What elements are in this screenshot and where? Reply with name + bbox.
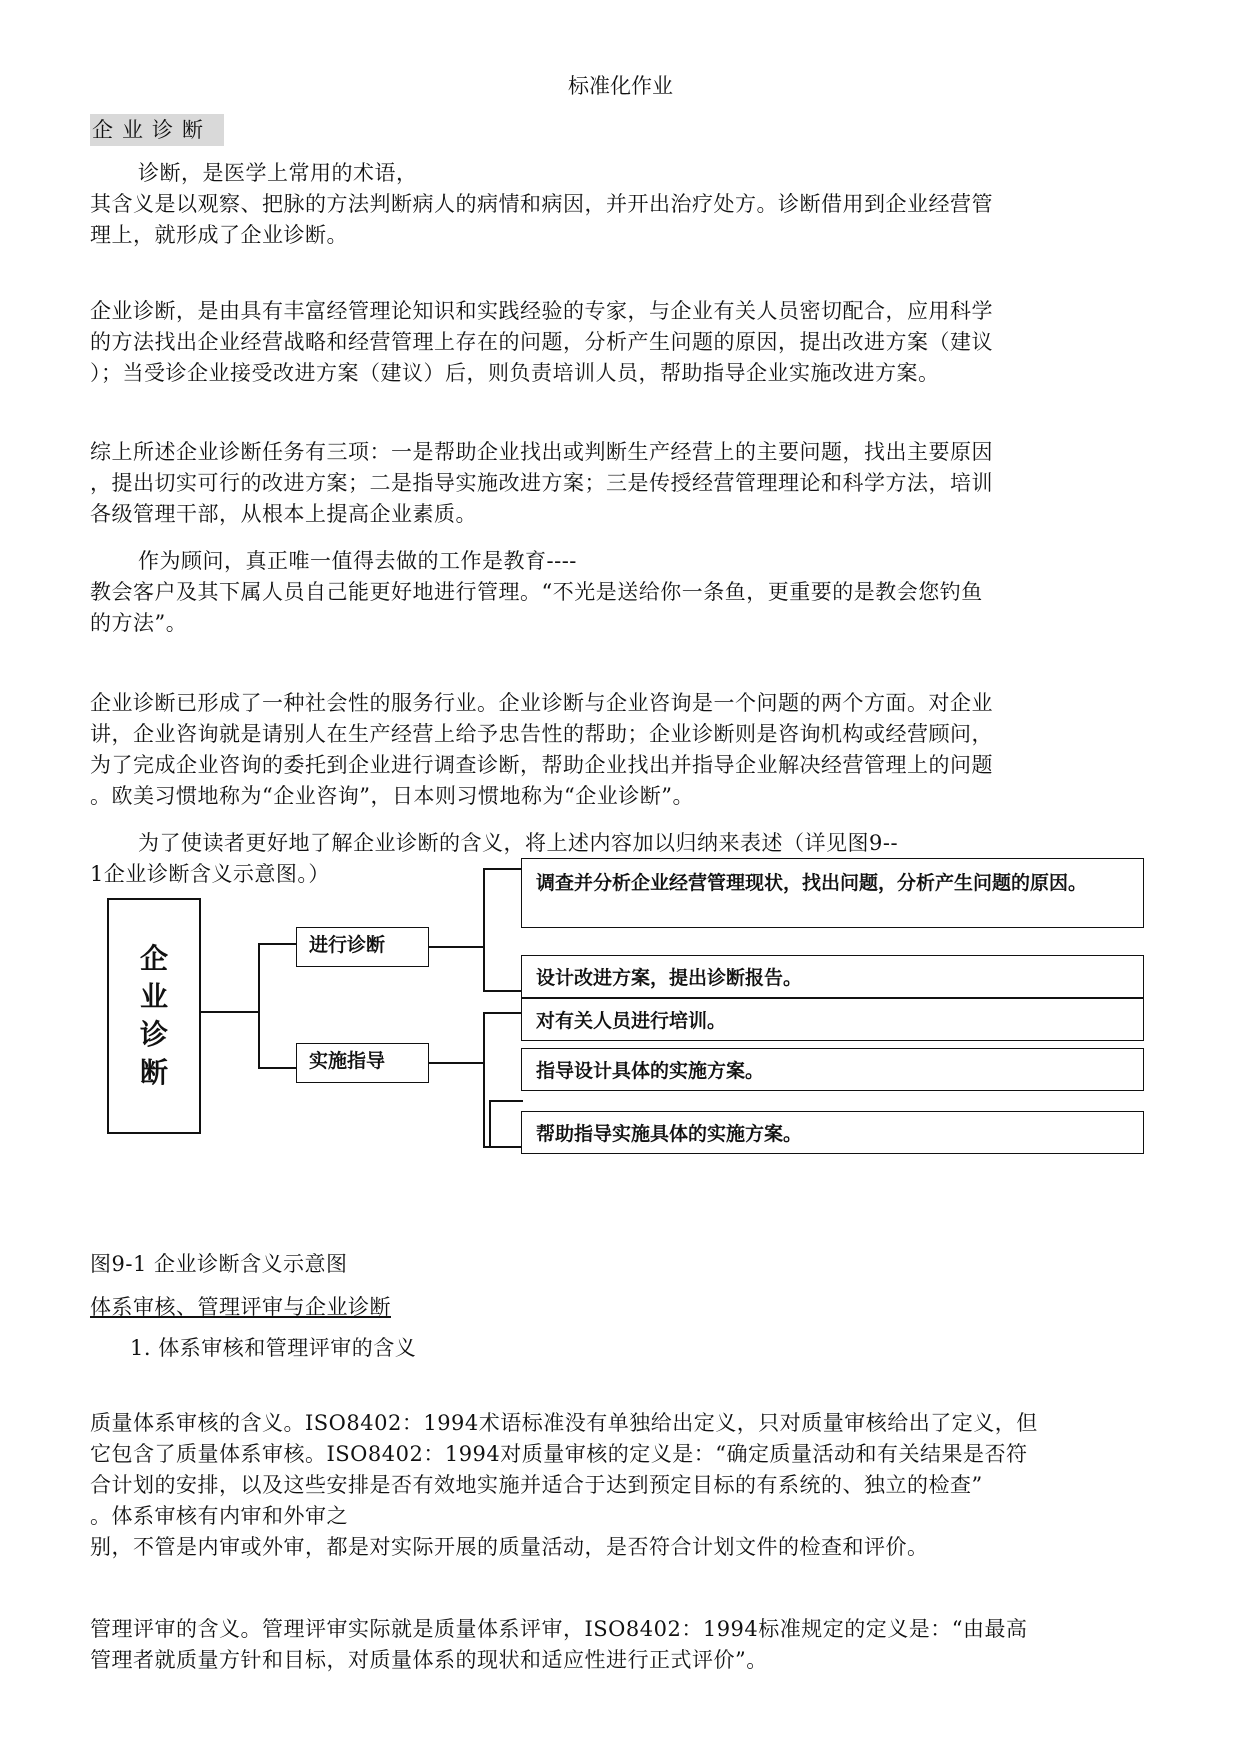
text-line: 为了使读者更好地了解企业诊断的含义，将上述内容加以归纳来表述（详见图9--: [138, 831, 899, 855]
page-header-title: 标准化作业: [568, 74, 673, 98]
diagram-root-char: 业: [139, 981, 168, 1012]
text-line: 1企业诊断含义示意图。）: [90, 862, 330, 886]
figure-caption: 图9-1 企业诊断含义示意图: [90, 1252, 348, 1276]
connector-line: [483, 1012, 485, 1147]
connector-line: [201, 1011, 259, 1013]
text-line: 其含义是以观察、把脉的方法判断病人的病情和病因，并开出治疗处方。诊断借用到企业经营管: [90, 192, 993, 216]
diagram-root-char: 诊: [139, 1019, 168, 1050]
text-line: 为了完成企业咨询的委托到企业进行调查诊断，帮助企业找出并指导企业解决经营管理上的问题: [90, 753, 993, 777]
text-line: 企业诊断，是由具有丰富经管理论知识和实践经验的专家，与企业有关人员密切配合，应用科学: [90, 299, 993, 323]
connector-line: [489, 1100, 523, 1102]
paragraph-3: [90, 437, 1160, 530]
paragraph-2: [90, 296, 1160, 389]
section-heading: 体系审核、管理评审与企业诊断: [90, 1295, 391, 1319]
text-line: 别，不管是内审或外审，都是对实际开展的质量活动，是否符合计划文件的检查和评价。: [90, 1535, 929, 1559]
text-line: 。欧美习惯地称为“企业咨询”，日本则习惯地称为“企业诊断”。: [90, 784, 694, 808]
text-line: 管理者就质量方针和目标，对质量体系的现状和适应性进行正式评价”。: [90, 1648, 768, 1672]
subheading: 1. 体系审核和管理评审的含义: [130, 1336, 417, 1360]
section-heading: 企业诊断: [90, 114, 224, 146]
text-line: 作为顾问，真正唯一值得去做的工作是教育----: [138, 549, 577, 573]
text-line: 的方法”。: [90, 611, 188, 635]
diagram-branch-guide: 实施指导: [296, 1043, 429, 1083]
text-line: 教会客户及其下属人员自己能更好地进行管理。“不光是送给你一条鱼，更重要的是教会您钓鱼: [90, 580, 983, 604]
text-line: 企业诊断已形成了一种社会性的服务行业。企业诊断与企业咨询是一个问题的两个方面。对企业: [90, 691, 993, 715]
diagram-branch-diagnose: 进行诊断: [296, 927, 429, 967]
text-line: 理上，就形成了企业诊断。: [90, 223, 348, 247]
connector-line: [489, 1100, 491, 1147]
paragraph-4: [90, 546, 1160, 639]
text-line: ，提出切实可行的改进方案；二是指导实施改进方案；三是传授经营管理理论和科学方法，培训: [90, 471, 993, 495]
diagram-leaf: 指导设计具体的实施方案。: [521, 1048, 1144, 1091]
text-line: 诊断，是医学上常用的术语，: [138, 161, 418, 185]
connector-line: [483, 990, 523, 992]
text-line: 质量体系审核的含义。ISO8402：1994术语标准没有单独给出定义，只对质量审核给出了定义，但: [90, 1411, 1038, 1435]
paragraph-8: [90, 1614, 1170, 1676]
text-line: 的方法找出企业经营战略和经营管理上存在的问题，分析产生问题的原因，提出改进方案（建议: [90, 330, 993, 354]
text-line: 各级管理干部，从根本上提高企业素质。: [90, 502, 477, 526]
diagram-root-char: 断: [139, 1057, 168, 1088]
text-line: 讲，企业咨询就是请别人在生产经营上给予忠告性的帮助；企业诊断则是咨询机构或经营顾问，: [90, 722, 993, 746]
text-line: 管理评审的含义。管理评审实际就是质量体系评审，ISO8402：1994标准规定的定义是：“由最高: [90, 1617, 1028, 1641]
diagram-leaf: 设计改进方案，提出诊断报告。: [521, 955, 1144, 998]
connector-line: [483, 1012, 523, 1014]
text-line: 综上所述企业诊断任务有三项：一是帮助企业找出或判断生产经营上的主要问题，找出主要原因: [90, 440, 993, 464]
text-line: 。体系审核有内审和外审之: [90, 1504, 348, 1528]
diagram-root-box: [107, 898, 201, 1134]
paragraph-7: [90, 1408, 1170, 1563]
diagram-leaf: 调查并分析企业经营管理现状，找出问题，分析产生问题的原因。: [521, 858, 1144, 928]
paragraph-1: [90, 158, 1160, 251]
connector-line: [483, 868, 523, 870]
diagram-leaf: 对有关人员进行培训。: [521, 998, 1144, 1041]
connector-line: [258, 943, 260, 1068]
connector-line: [429, 946, 484, 948]
connector-line: [429, 1062, 484, 1064]
diagram-root-char: 企: [139, 943, 168, 974]
paragraph-5: [90, 688, 1160, 812]
connector-line: [258, 943, 296, 945]
connector-line: [258, 1067, 296, 1069]
connector-line: [483, 868, 485, 991]
diagram-leaf: 帮助指导实施具体的实施方案。: [521, 1111, 1144, 1154]
text-line: ）；当受诊企业接受改进方案（建议）后，则负责培训人员，帮助指导企业实施改进方案。: [90, 361, 940, 385]
text-line: 它包含了质量体系审核。ISO8402：1994对质量审核的定义是：“确定质量活动和有关结果是否符: [90, 1442, 1028, 1466]
text-line: 合计划的安排，以及这些安排是否有效地实施并适合于达到预定目标的有系统的、独立的检查”: [90, 1473, 983, 1497]
